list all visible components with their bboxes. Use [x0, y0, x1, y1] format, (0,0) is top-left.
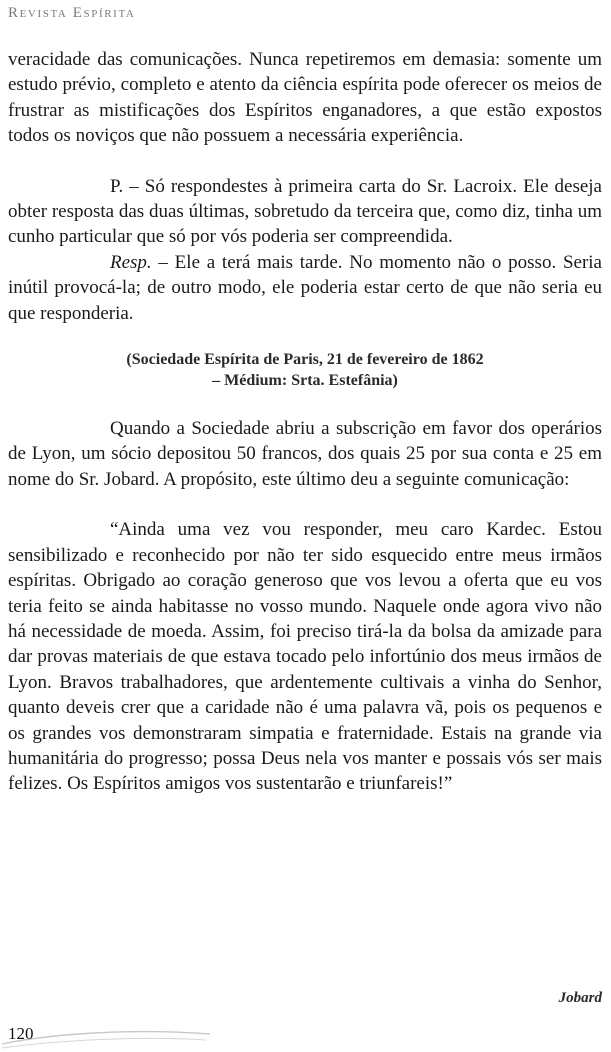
page-body: [8, 47, 602, 797]
question-paragraph: [8, 174, 602, 250]
spirit-message: “Ainda uma vez vou responder, meu caro Kardec. Estou sensibilizado e reconhecido por não ter sido esquecido entre meus irmãos espíritas. Obrigado ao coração generoso que vos levou a oferta que eu vos teria feito se ainda habitasse no vosso mundo. Naquele onde agora vivo não há necessidade de moeda. Assim, foi preciso tirá-la da bolsa da amizade para dar provas materiais de que estava tocado pelo infortúnio dos meus irmãos de Lyon. Bravos trabalhadores, que ardentemente cultivais a vinha do Senhor, quanto deveis crer que a caridade não é uma palavra vã, pois os pequenos e os grandes vos demonstraram simpatia e fraternidade. Estais na grande via humanitária do progresso; possa Deus nela vos manter e possais vós ser mais felizes. Os Espíritos amigos vos sustentarão e triunfareis!”: [8, 519, 602, 795]
caption-line-2: – Médium: Srta. Estefânia): [212, 372, 398, 390]
paragraph-intro: veracidade das comunicações. Nunca repetiremos em demasia: somente um estudo prévio, completo e atento da ciência espírita pode oferecer os meios de frustrar as mistificações dos Espíritos enganadores, a que estão expostos todos os noviços que não possuem a necessária experiência.: [8, 49, 602, 147]
caption-line-1: (Sociedade Espírita de Paris, 21 de fevereiro de 1862: [126, 351, 484, 369]
signature: Jobard: [558, 990, 602, 1006]
running-title: Revista Espírita: [8, 5, 136, 21]
paragraph-gap: [8, 149, 602, 174]
question-text: Só respondestes à primeira carta do Sr. Lacroix. Ele deseja obter resposta das duas últimas, sobretudo da terceira que, como diz, tinha um cunho particular que só por vós poderia ser compreendida.: [8, 175, 602, 248]
answer-paragraph: [8, 250, 602, 326]
question-label: P. –: [110, 175, 139, 197]
answer-text: – Ele a terá mais tarde. No momento não o posso. Seria inútil provocá-la; de outro modo, ele poderia estar certo de que não seria eu que responderia.: [8, 251, 602, 324]
paragraph-gap: [8, 391, 602, 416]
session-caption: [8, 349, 602, 391]
paragraph-subscription: Quando a Sociedade abriu a subscrição em favor dos operários de Lyon, um sócio depositou 50 francos, dos quais 25 por sua conta e 25 em nome do Sr. Jobard. A propósito, este último deu a seguinte comunicação:: [8, 418, 602, 490]
answer-label: Resp.: [110, 251, 152, 273]
page-number: 120: [8, 1024, 34, 1043]
paragraph-gap: [8, 492, 602, 517]
